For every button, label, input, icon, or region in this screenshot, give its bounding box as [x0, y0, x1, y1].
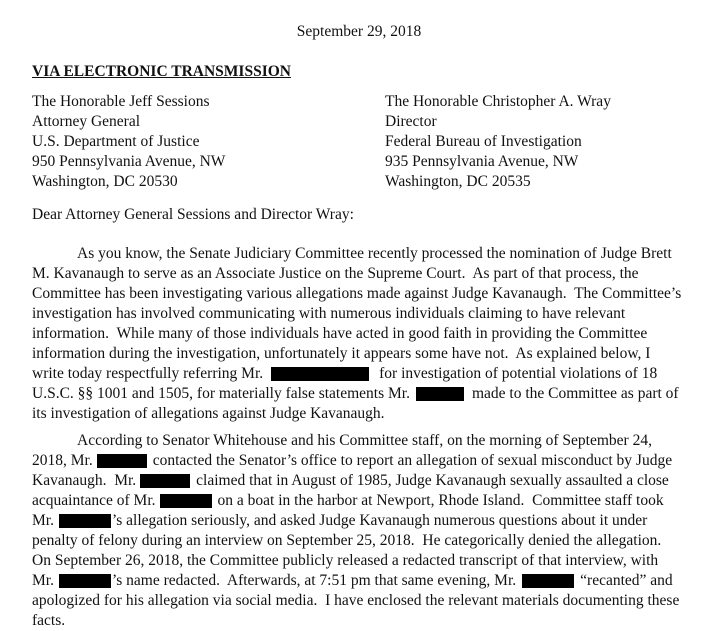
text-line	[32, 551, 694, 571]
redaction-bar	[59, 514, 111, 528]
text-line	[32, 324, 694, 344]
recipient-city: Washington, DC 20535	[385, 173, 531, 190]
text-line	[32, 611, 694, 631]
redaction-bar	[522, 574, 574, 588]
redaction-bar	[97, 454, 147, 468]
salutation: Dear Attorney General Sessions and Director Wray:	[32, 206, 354, 223]
text-segment: acquaintance of Mr.	[32, 492, 156, 509]
text-segment: information during the investigation, unfortunately it appears some have not. As explained below, I	[32, 345, 651, 362]
text-line	[32, 344, 694, 364]
text-segment: penalty of felony during an interview on September 25, 2018. He categorically denied the allegation.	[32, 532, 662, 549]
text-line	[32, 511, 694, 531]
letter-date: September 29, 2018	[296, 23, 422, 40]
paragraph-1	[32, 244, 694, 424]
text-segment: write today respectfully referring Mr.	[32, 365, 264, 382]
text-segment: On September 26, 2018, the Committee publicly released a redacted transcript of that interview, with	[32, 552, 659, 569]
recipient-address-left	[32, 92, 225, 192]
recipient-street: 935 Pennsylvania Avenue, NW	[385, 153, 579, 170]
recipient-name: The Honorable Jeff Sessions	[32, 93, 210, 110]
text-segment: U.S.C. §§ 1001 and 1505, for materially false statements Mr.	[32, 385, 410, 402]
text-segment: Committee has been investigating various allegations made against Judge Kavanaugh. The Committee’s	[32, 285, 682, 302]
text-segment: claimed that in August of 1985, Judge Kavanaugh sexually assaulted a close	[196, 472, 669, 489]
recipient-org: Federal Bureau of Investigation	[385, 133, 582, 150]
text-segment: Mr.	[32, 512, 54, 529]
redaction-bar	[59, 574, 111, 588]
text-line	[32, 284, 694, 304]
text-line	[32, 531, 694, 551]
recipient-title: Attorney General	[32, 113, 141, 130]
text-segment: M. Kavanaugh to serve as an Associate Justice on the Supreme Court. As part of that process, the	[32, 265, 639, 282]
text-line	[32, 451, 694, 471]
text-segment: its investigation of allegations against Judge Kavanaugh.	[32, 405, 385, 422]
text-line	[32, 364, 694, 384]
recipient-name: The Honorable Christopher A. Wray	[385, 93, 611, 110]
text-line	[32, 264, 694, 284]
text-segment: ’s name redacted. Afterwards, at 7:51 pm that same evening, Mr.	[111, 572, 517, 589]
paragraph-2	[32, 431, 694, 631]
text-segment: As you know, the Senate Judiciary Committee recently processed the nomination of Judge Brett	[77, 245, 672, 262]
text-segment: 2018, Mr.	[32, 452, 93, 469]
text-line	[32, 244, 694, 264]
redaction-bar	[140, 474, 190, 488]
text-line	[32, 404, 694, 424]
recipient-street: 950 Pennsylvania Avenue, NW	[32, 153, 226, 170]
text-line	[32, 591, 694, 611]
text-segment: Kavanaugh. Mr.	[32, 472, 137, 489]
text-segment: information. While many of those individuals have acted in good faith in providing the Committee	[32, 325, 648, 342]
redaction-bar	[416, 387, 464, 401]
recipient-address-right	[385, 92, 611, 192]
text-line	[32, 431, 694, 451]
text-segment: Mr.	[32, 572, 54, 589]
redaction-bar	[271, 367, 369, 381]
text-line	[32, 384, 694, 404]
redaction-bar	[160, 494, 212, 508]
text-segment: made to the Committee as part of	[471, 385, 679, 402]
recipient-city: Washington, DC 20530	[32, 173, 178, 190]
text-segment: on a boat in the harbor at Newport, Rhode Island. Committee staff took	[217, 492, 664, 509]
text-segment: for investigation of potential violations of 18	[379, 365, 658, 382]
recipient-org: U.S. Department of Justice	[32, 133, 200, 150]
text-segment: apologized for his allegation via social media. I have enclosed the relevant materials documenting these	[32, 592, 680, 609]
text-line	[32, 471, 694, 491]
recipient-title: Director	[385, 113, 437, 130]
text-line	[32, 571, 694, 591]
text-segment: ’s allegation seriously, and asked Judge Kavanaugh numerous questions about it under	[111, 512, 648, 529]
text-segment: “recanted” and	[580, 572, 673, 589]
text-segment: investigation has involved communicating with numerous individuals claiming to have relevant	[32, 305, 626, 322]
text-segment: facts.	[32, 612, 66, 629]
text-segment: According to Senator Whitehouse and his Committee staff, on the morning of September 24,	[77, 432, 652, 449]
text-line	[32, 304, 694, 324]
text-line	[32, 491, 694, 511]
delivery-method-heading: VIA ELECTRONIC TRANSMISSION	[32, 63, 291, 80]
text-segment: contacted the Senator’s office to report an allegation of sexual misconduct by Judge	[152, 452, 673, 469]
